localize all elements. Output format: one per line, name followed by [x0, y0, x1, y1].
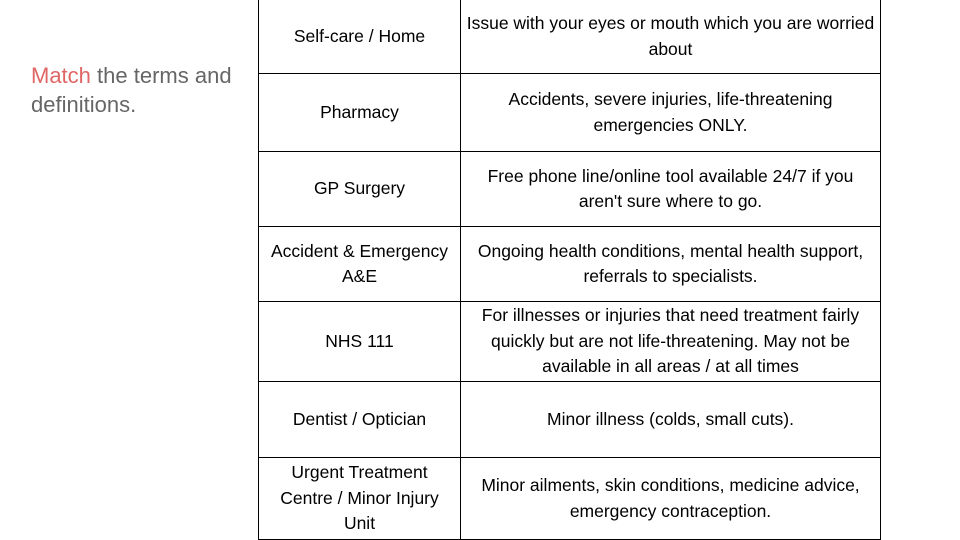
term-cell: Self-care / Home [259, 0, 461, 74]
title-accent: Match [31, 63, 91, 88]
definition-cell: Issue with your eyes or mouth which you are worried about [461, 0, 881, 74]
table-row [259, 0, 881, 74]
table-row [259, 458, 881, 540]
term-cell: NHS 111 [259, 302, 461, 382]
slide-title [31, 61, 241, 119]
term-cell: GP Surgery [259, 152, 461, 227]
term-cell: Urgent Treatment Centre / Minor Injury Unit [259, 458, 461, 540]
table-row [259, 152, 881, 227]
title-rest: the terms and definitions. [31, 63, 232, 117]
table-row [259, 382, 881, 458]
definition-cell: Accidents, severe injuries, life-threatening emergencies ONLY. [461, 74, 881, 152]
definition-cell: For illnesses or injuries that need treatment fairly quickly but are not life-threatening. May not be available in all areas / at all times [461, 302, 881, 382]
table-row [259, 74, 881, 152]
term-cell: Dentist / Optician [259, 382, 461, 458]
term-cell: Pharmacy [259, 74, 461, 152]
definition-cell: Ongoing health conditions, mental health support, referrals to specialists. [461, 227, 881, 302]
definition-cell: Minor ailments, skin conditions, medicine advice, emergency contraception. [461, 458, 881, 540]
definition-cell: Free phone line/online tool available 24/7 if you aren't sure where to go. [461, 152, 881, 227]
table-row [259, 227, 881, 302]
term-cell: Accident & Emergency A&E [259, 227, 461, 302]
matching-table [258, 0, 881, 540]
definition-cell: Minor illness (colds, small cuts). [461, 382, 881, 458]
table-row [259, 302, 881, 382]
